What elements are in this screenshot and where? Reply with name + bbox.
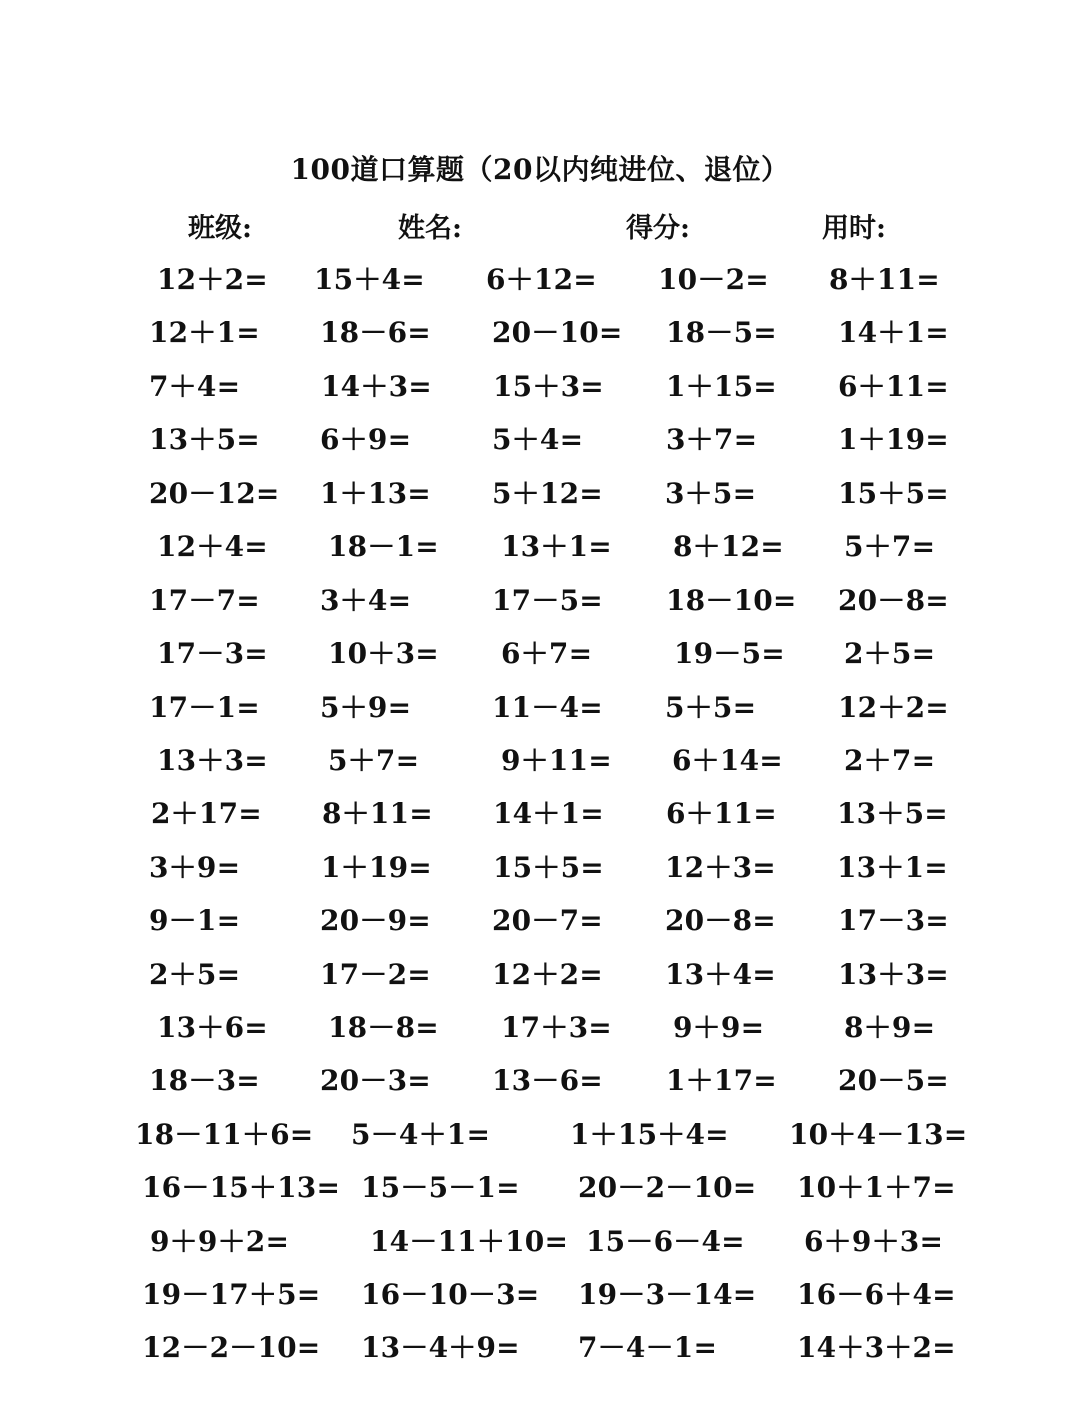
problem-21-3: 7－4－1=: [578, 1331, 718, 1364]
problem-15-3: 17＋3=: [501, 1011, 612, 1044]
problem-18-1: 16－15＋13=: [142, 1171, 341, 1204]
problem-14-5: 13＋3=: [838, 958, 949, 991]
problem-5-3: 5＋12=: [492, 477, 603, 510]
problem-1-1: 12＋2=: [157, 263, 268, 296]
problem-4-5: 1＋19=: [838, 423, 949, 456]
problem-8-4: 19－5=: [674, 637, 785, 670]
problem-9-4: 5＋5=: [665, 691, 757, 724]
name-label: 姓名:: [398, 213, 462, 244]
problem-16-3: 13－6=: [492, 1064, 603, 1097]
problem-12-1: 3＋9=: [149, 851, 241, 884]
problem-9-1: 17－1=: [149, 691, 260, 724]
problem-11-3: 14＋1=: [493, 797, 604, 830]
problem-9-5: 12＋2=: [838, 691, 949, 724]
problem-5-5: 15＋5=: [838, 477, 949, 510]
problem-2-3: 20－10=: [492, 316, 623, 349]
problem-6-2: 18－1=: [328, 530, 439, 563]
problem-2-4: 18－5=: [666, 316, 777, 349]
time-label: 用时:: [822, 213, 886, 244]
problem-16-2: 20－3=: [320, 1064, 431, 1097]
page-title: 100道口算题（20以内纯进位、退位）: [290, 153, 790, 186]
problem-7-4: 18－10=: [666, 584, 797, 617]
problem-15-1: 13＋6=: [157, 1011, 268, 1044]
problem-11-1: 2＋17=: [151, 797, 262, 830]
problem-16-4: 1＋17=: [666, 1064, 777, 1097]
problem-7-2: 3＋4=: [320, 584, 412, 617]
problem-6-4: 8＋12=: [673, 530, 784, 563]
problem-8-5: 2＋5=: [844, 637, 936, 670]
problem-9-3: 11－4=: [492, 691, 603, 724]
problem-7-5: 20－8=: [838, 584, 949, 617]
problem-15-5: 8＋9=: [844, 1011, 936, 1044]
problem-10-3: 9＋11=: [501, 744, 612, 777]
problem-11-4: 6＋11=: [666, 797, 777, 830]
problem-11-2: 8＋11=: [322, 797, 433, 830]
problem-9-2: 5＋9=: [320, 691, 412, 724]
problem-13-4: 20－8=: [665, 904, 776, 937]
problem-20-4: 16－6＋4=: [797, 1278, 956, 1311]
problem-16-1: 18－3=: [149, 1064, 260, 1097]
problem-12-5: 13＋1=: [837, 851, 948, 884]
problem-3-4: 1＋15=: [666, 370, 777, 403]
problem-14-3: 12＋2=: [492, 958, 603, 991]
problem-17-2: 5－4＋1=: [351, 1118, 491, 1151]
problem-10-4: 6＋14=: [672, 744, 783, 777]
problem-19-3: 15－6－4=: [586, 1225, 745, 1258]
problem-12-3: 15＋5=: [493, 851, 604, 884]
problem-2-5: 14＋1=: [838, 316, 949, 349]
problem-20-3: 19－3－14=: [578, 1278, 757, 1311]
problem-4-2: 6＋9=: [320, 423, 412, 456]
problem-1-3: 6＋12=: [486, 263, 597, 296]
problem-21-1: 12－2－10=: [142, 1331, 321, 1364]
problem-18-4: 10＋1＋7=: [797, 1171, 956, 1204]
problem-21-4: 14＋3＋2=: [797, 1331, 956, 1364]
problem-4-3: 5＋4=: [492, 423, 584, 456]
problem-19-1: 9＋9＋2=: [150, 1225, 290, 1258]
problem-6-3: 13＋1=: [501, 530, 612, 563]
problem-13-2: 20－9=: [320, 904, 431, 937]
problem-19-2: 14－11＋10=: [370, 1225, 569, 1258]
problem-13-1: 9－1=: [149, 904, 241, 937]
problem-10-1: 13＋3=: [157, 744, 268, 777]
problem-14-2: 17－2=: [320, 958, 431, 991]
problem-5-4: 3＋5=: [665, 477, 757, 510]
problem-3-1: 7＋4=: [149, 370, 241, 403]
problem-8-2: 10＋3=: [328, 637, 439, 670]
problem-13-3: 20－7=: [492, 904, 603, 937]
problem-4-4: 3＋7=: [666, 423, 758, 456]
problem-17-1: 18－11＋6=: [135, 1118, 314, 1151]
problem-15-4: 9＋9=: [673, 1011, 765, 1044]
problem-17-3: 1＋15＋4=: [570, 1118, 729, 1151]
score-label: 得分:: [626, 213, 690, 244]
problem-1-5: 8＋11=: [829, 263, 940, 296]
problem-21-2: 13－4＋9=: [361, 1331, 520, 1364]
problem-11-5: 13＋5=: [837, 797, 948, 830]
problem-3-3: 15＋3=: [493, 370, 604, 403]
problem-1-2: 15＋4=: [314, 263, 425, 296]
class-label: 班级:: [188, 213, 252, 244]
problem-13-5: 17－3=: [838, 904, 949, 937]
problem-6-1: 12＋4=: [157, 530, 268, 563]
problem-10-2: 5＋7=: [328, 744, 420, 777]
problem-2-1: 12＋1=: [149, 316, 260, 349]
problem-2-2: 18－6=: [320, 316, 431, 349]
problem-17-4: 10＋4－13=: [789, 1118, 968, 1151]
problem-8-3: 6＋7=: [501, 637, 593, 670]
problem-5-1: 20－12=: [149, 477, 280, 510]
problem-12-2: 1＋19=: [321, 851, 432, 884]
problem-7-1: 17－7=: [149, 584, 260, 617]
problem-12-4: 12＋3=: [665, 851, 776, 884]
problem-3-5: 6＋11=: [838, 370, 949, 403]
problem-16-5: 20－5=: [838, 1064, 949, 1097]
problem-5-2: 1＋13=: [320, 477, 431, 510]
problem-3-2: 14＋3=: [321, 370, 432, 403]
problem-4-1: 13＋5=: [149, 423, 260, 456]
problem-10-5: 2＋7=: [844, 744, 936, 777]
problem-6-5: 5＋7=: [844, 530, 936, 563]
problem-14-1: 2＋5=: [149, 958, 241, 991]
problem-15-2: 18－8=: [328, 1011, 439, 1044]
problem-18-2: 15－5－1=: [361, 1171, 520, 1204]
problem-1-4: 10－2=: [658, 263, 769, 296]
problem-19-4: 6＋9＋3=: [804, 1225, 944, 1258]
problem-20-2: 16－10－3=: [361, 1278, 540, 1311]
problem-14-4: 13＋4=: [665, 958, 776, 991]
problem-20-1: 19－17＋5=: [142, 1278, 321, 1311]
problem-18-3: 20－2－10=: [578, 1171, 757, 1204]
problem-8-1: 17－3=: [157, 637, 268, 670]
problem-7-3: 17－5=: [492, 584, 603, 617]
